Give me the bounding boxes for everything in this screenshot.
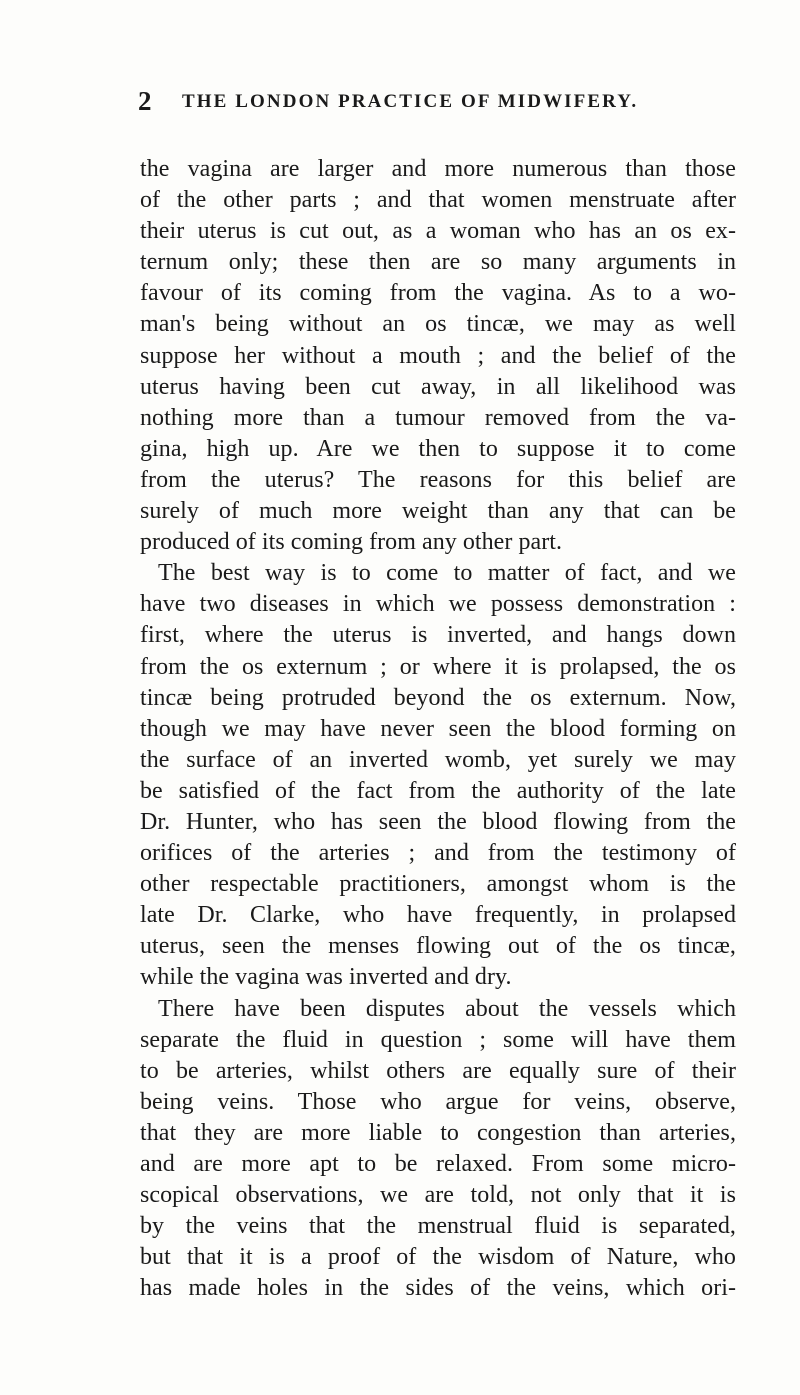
text-line: nothing more than a tumour removed from the va- xyxy=(140,404,736,431)
text-line: separate the fluid in question ; some will have them xyxy=(140,1026,736,1053)
text-line: first, where the uterus is inverted, and hangs down xyxy=(140,622,736,649)
text-line: uterus having been cut away, in all likelihood was xyxy=(140,373,736,400)
text-line: surely of much more weight than any that can be xyxy=(140,498,736,525)
text-line: but that it is a proof of the wisdom of Nature, who xyxy=(140,1244,736,1271)
text-line: favour of its coming from the vagina. As to a wo- xyxy=(140,280,736,307)
text-line: to be arteries, whilst others are equally sure of their xyxy=(140,1057,736,1084)
text-line: from the uterus? The reasons for this belief are xyxy=(140,466,736,493)
text-line: late Dr. Clarke, who have frequently, in prolapsed xyxy=(140,902,736,929)
text-line: from the os externum ; or where it is prolapsed, the os xyxy=(140,653,736,680)
text-line: though we may have never seen the blood forming on xyxy=(140,715,736,742)
text-line: the surface of an inverted womb, yet surely we may xyxy=(140,746,736,773)
text-line: while the vagina was inverted and dry. xyxy=(140,964,512,991)
text-line: Dr. Hunter, who has seen the blood flowing from the xyxy=(140,808,736,835)
text-line: of the other parts ; and that women menstruate after xyxy=(140,187,736,214)
text-line: gina, high up. Are we then to suppose it to come xyxy=(140,435,736,462)
text-line: other respectable practitioners, amongst whom is the xyxy=(140,871,736,898)
page-number: 2 xyxy=(138,86,152,116)
text-line: being veins. Those who argue for veins, observe, xyxy=(140,1088,736,1115)
text-line: by the veins that the menstrual fluid is separated, xyxy=(140,1213,736,1240)
text-line: ternum only; these then are so many arguments in xyxy=(140,249,736,276)
text-line: The best way is to come to matter of fact, and we xyxy=(158,560,736,587)
text-line: produced of its coming from any other part. xyxy=(140,529,563,556)
text-line: tincæ being protruded beyond the os externum. Now, xyxy=(140,684,736,711)
page-header xyxy=(138,86,738,116)
text-line: be satisfied of the fact from the authority of the late xyxy=(140,777,736,804)
text-line: uterus, seen the menses flowing out of the os tincæ, xyxy=(140,933,736,960)
text-line: scopical observations, we are told, not only that it is xyxy=(140,1182,736,1209)
text-line: their uterus is cut out, as a woman who has an os ex- xyxy=(140,218,736,245)
text-line: man's being without an os tincæ, we may as well xyxy=(140,311,736,338)
text-line: have two diseases in which we possess demonstration : xyxy=(140,591,736,618)
text-line: has made holes in the sides of the veins, which ori- xyxy=(140,1275,736,1302)
running-title: THE LONDON PRACTICE OF MIDWIFERY. xyxy=(182,91,639,112)
text-line: There have been disputes about the vessels which xyxy=(158,995,736,1022)
text-line: suppose her without a mouth ; and the belief of the xyxy=(140,342,736,369)
text-line: and are more apt to be relaxed. From some micro- xyxy=(140,1151,736,1177)
text-line: that they are more liable to congestion than arteries, xyxy=(140,1119,736,1146)
body-text xyxy=(140,154,736,1304)
text-line: the vagina are larger and more numerous than those xyxy=(140,156,736,182)
text-line: orifices of the arteries ; and from the testimony of xyxy=(140,840,736,867)
